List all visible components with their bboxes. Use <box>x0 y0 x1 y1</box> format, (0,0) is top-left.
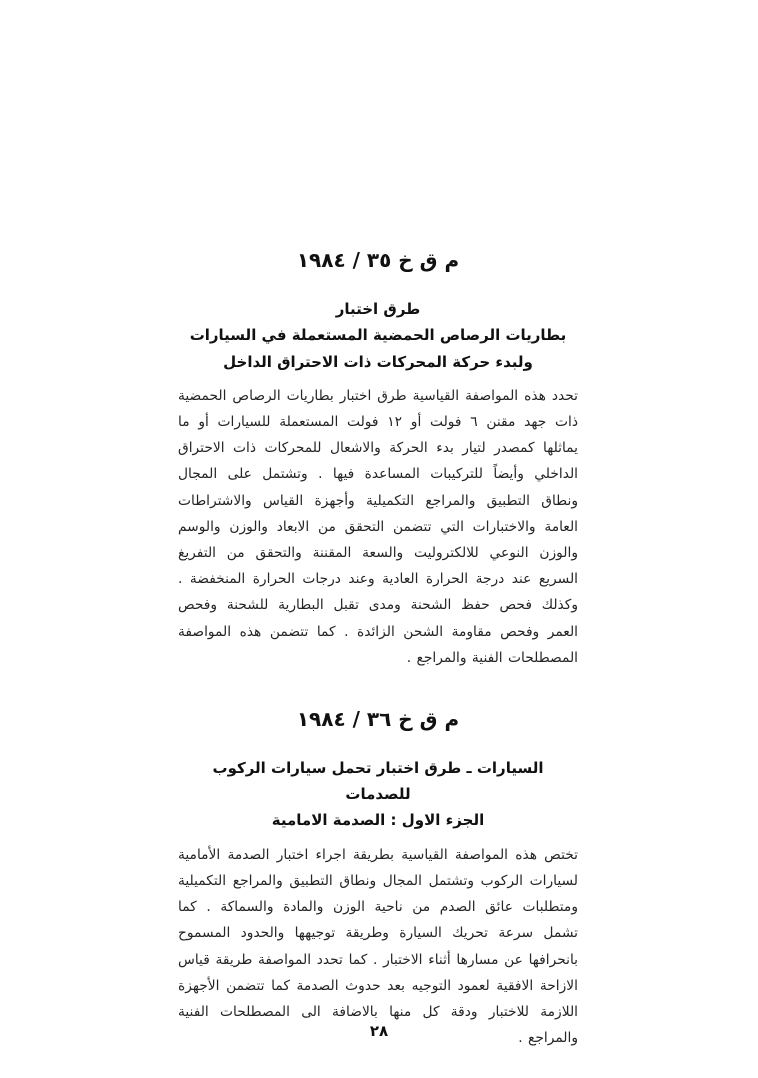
standard-code-heading: م ق خ ٣٦ / ١٩٨٤ <box>296 706 460 731</box>
standard-title-line: الجزء الاول : الصدمة الامامية <box>271 811 485 830</box>
standard-title-line: بطاريات الرصاص الحمضية المستعملة في السيارات <box>189 326 567 345</box>
standard-title-line: السيارات ـ طرق اختبار تحمل سيارات الركوب للصدمات <box>212 758 544 804</box>
standard-title-line: طرق اختبار <box>335 300 421 318</box>
standard-title <box>178 296 578 375</box>
standard-title <box>178 755 578 834</box>
standard-abstract-text: تحدد هذه المواصفة القياسية طرق اختبار بطاريات الرصاص الحمضية ذات جهد مقنن ٦ فولت أو ١٢ فولت المستعملة للسيارات أو ما يماثلها كمصدر لتيار بدء الحركة والاشعال للمحركات ذات الاحتراق الداخلي وأيضاً للتركيبات المساعدة فيها . وتشتمل على المجال ونطاق التطبيق والمراجع التكميلية وأجهزة القياس والاشتراطات العامة والاختبارات التي تتضمن التحقق من الابعاد والوزن والوسم والوزن النوعي للالكتروليت والسعة المقننة والتحقق من التفريغ السريع عند درجة الحرارة العادية وعند درجات الحرارة المنخفضة . وكذلك فحص حفظ الشحنة ومدى تقبل البطارية للشحنة وفحص العمر وفحص مقاومة الشحن الزائدة . كما تتضمن هذه المواصفة المصطلحات الفنية والمراجع . <box>178 387 578 666</box>
standard-abstract-text: تختص هذه المواصفة القياسية بطريقة اجراء اختبار الصدمة الأمامية لسيارات الركوب وتشتمل المجال ونطاق التطبيق والمراجع التكميلية ومتطلبات عائق الصدم من ناحية الوزن والمادة والسماكة . كما تشمل سرعة تحريك السيارة وطريقة توجيهها والحدود المسموح بانحرافها عن مسارها أثناء الاختبار . كما تحدد المواصفة طريقة قياس الازاحة الافقية لعمود التوجيه بعد حدوث الصدمة كما تتضمن الأجهزة اللازمة للاختبار ودقة كل منها بالاضافة الى المصطلحات الفنية والمراجع . <box>178 846 578 1047</box>
page-content <box>178 248 578 1051</box>
standard-section-35 <box>178 248 578 671</box>
standard-title-line: ولبدء حركة المحركات ذات الاحتراق الداخل <box>223 352 533 371</box>
page-number: ٢٨ <box>369 1022 389 1040</box>
standard-section-36 <box>178 707 578 1051</box>
standard-code-heading: م ق خ ٣٥ / ١٩٨٤ <box>296 248 460 272</box>
